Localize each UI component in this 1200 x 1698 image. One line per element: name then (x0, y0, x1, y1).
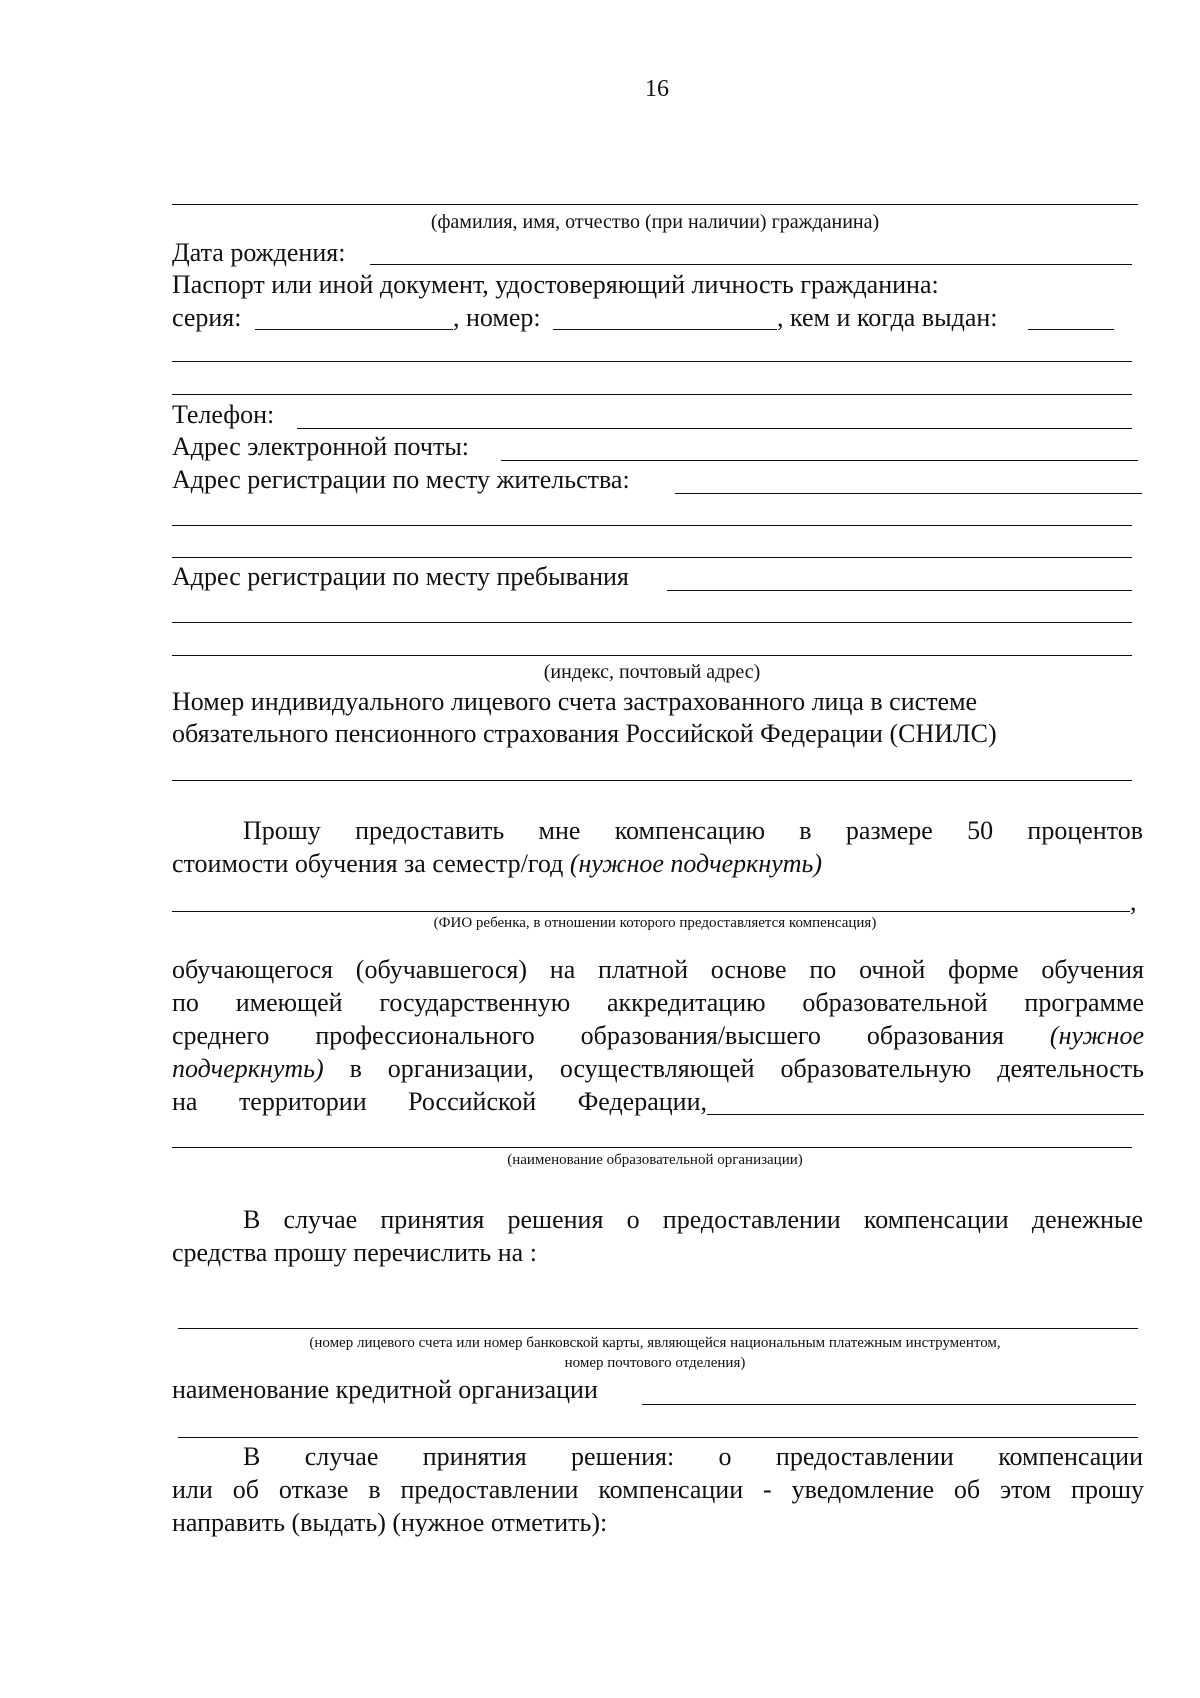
email-field[interactable] (501, 460, 1138, 461)
page-number: 16 (645, 76, 669, 102)
passport-label: Паспорт или иной документ, удостоверяющий личность гражданина: (172, 270, 939, 299)
org-name-line-2[interactable] (172, 1147, 1132, 1148)
notify-line-1: В случае принятия решения: о предоставлении компенсации (243, 1442, 1143, 1471)
series-label: серия: (172, 303, 242, 332)
issued-field-line-2[interactable] (172, 394, 1132, 395)
child-fio-caption: (ФИО ребенка, в отношении которого предоставляется компенсация) (433, 915, 877, 931)
issued-field-line-1[interactable] (172, 361, 1132, 362)
study-line-4-text: в организации, осуществляющей образовательную деятельность (349, 1054, 1145, 1083)
birth-date-label: Дата рождения: (172, 238, 346, 267)
number-label: , номер: (453, 303, 541, 332)
request-line-2-text: стоимости обучения за семестр/год (172, 849, 564, 878)
notify-line-2: или об отказе в предоставлении компенсации - уведомление об этом прошу (172, 1475, 1144, 1504)
snils-label-1: Номер индивидуального лицевого счета застрахованного лица в системе (172, 687, 978, 716)
request-line-1: Прошу предоставить мне компенсацию в размере 50 процентов (243, 816, 1143, 845)
reg-stay-label: Адрес регистрации по месту пребывания (172, 562, 629, 591)
phone-field[interactable] (297, 428, 1132, 429)
fio-line (172, 204, 1138, 205)
bank-name-label: наименование кредитной организации (172, 1375, 598, 1404)
reg-stay-line-3[interactable] (172, 655, 1132, 656)
account-field[interactable] (178, 1328, 1138, 1329)
child-fio-comma: , (1130, 887, 1137, 916)
fio-caption: (фамилия, имя, отчество (при наличии) гражданина) (430, 211, 880, 233)
study-line-3 (172, 1020, 1144, 1052)
notify-line-3: направить (выдать) (нужное отметить): (172, 1508, 608, 1537)
study-line-3-text: среднего профессионального образования/высшего образования (172, 1021, 1004, 1050)
birth-date-field[interactable] (370, 264, 1132, 265)
study-line-1: обучающегося (обучавшегося) на платной основе по очной форме обучения (172, 955, 1144, 984)
index-address-caption: (индекс, почтовый адрес) (543, 661, 761, 683)
issued-label: , кем и когда выдан: (777, 303, 998, 332)
study-line-4 (172, 1053, 1144, 1085)
reg-residence-line-2[interactable] (172, 525, 1132, 526)
request-line-2 (172, 848, 822, 880)
series-field[interactable] (255, 329, 453, 330)
transfer-line-2: средства прошу перечислить на : (172, 1238, 537, 1267)
study-line-2: по имеющей государственную аккредитацию образовательной программе (172, 988, 1144, 1017)
transfer-line-1: В случае принятия решения о предоставлении компенсации денежные (243, 1205, 1143, 1234)
org-name-field[interactable] (707, 1114, 1144, 1115)
reg-stay-field[interactable] (667, 590, 1132, 591)
org-name-caption: (наименование образовательной организации) (507, 1152, 803, 1168)
snils-label-2: обязательного пенсионного страхования Российской Федерации (СНИЛС) (172, 719, 997, 748)
email-label: Адрес электронной почты: (172, 432, 470, 461)
snils-field[interactable] (172, 780, 1132, 781)
number-field[interactable] (553, 329, 777, 330)
phone-label: Телефон: (172, 400, 275, 429)
reg-stay-line-2[interactable] (172, 622, 1132, 623)
study-line-5: на территории Российской Федерации, (172, 1087, 707, 1116)
bank-name-field[interactable] (642, 1404, 1136, 1405)
account-caption-1: (номер лицевого счета или номер банковской карты, являющейся национальным платежным инструментом, (309, 1335, 1001, 1351)
study-line-4-italic: подчеркнуть) (172, 1054, 324, 1083)
bank-name-line-2[interactable] (178, 1437, 1138, 1438)
issued-field-short[interactable] (1028, 329, 1114, 330)
reg-residence-line-3[interactable] (172, 557, 1132, 558)
reg-residence-label: Адрес регистрации по месту жительства: (172, 465, 630, 494)
request-line-2-italic: (нужное подчеркнуть) (569, 849, 823, 878)
reg-residence-field[interactable] (675, 493, 1142, 494)
study-line-3-italic: (нужное (1049, 1021, 1144, 1050)
child-fio-field[interactable] (172, 911, 1130, 912)
account-caption-2: номер почтового отделения) (564, 1355, 746, 1371)
